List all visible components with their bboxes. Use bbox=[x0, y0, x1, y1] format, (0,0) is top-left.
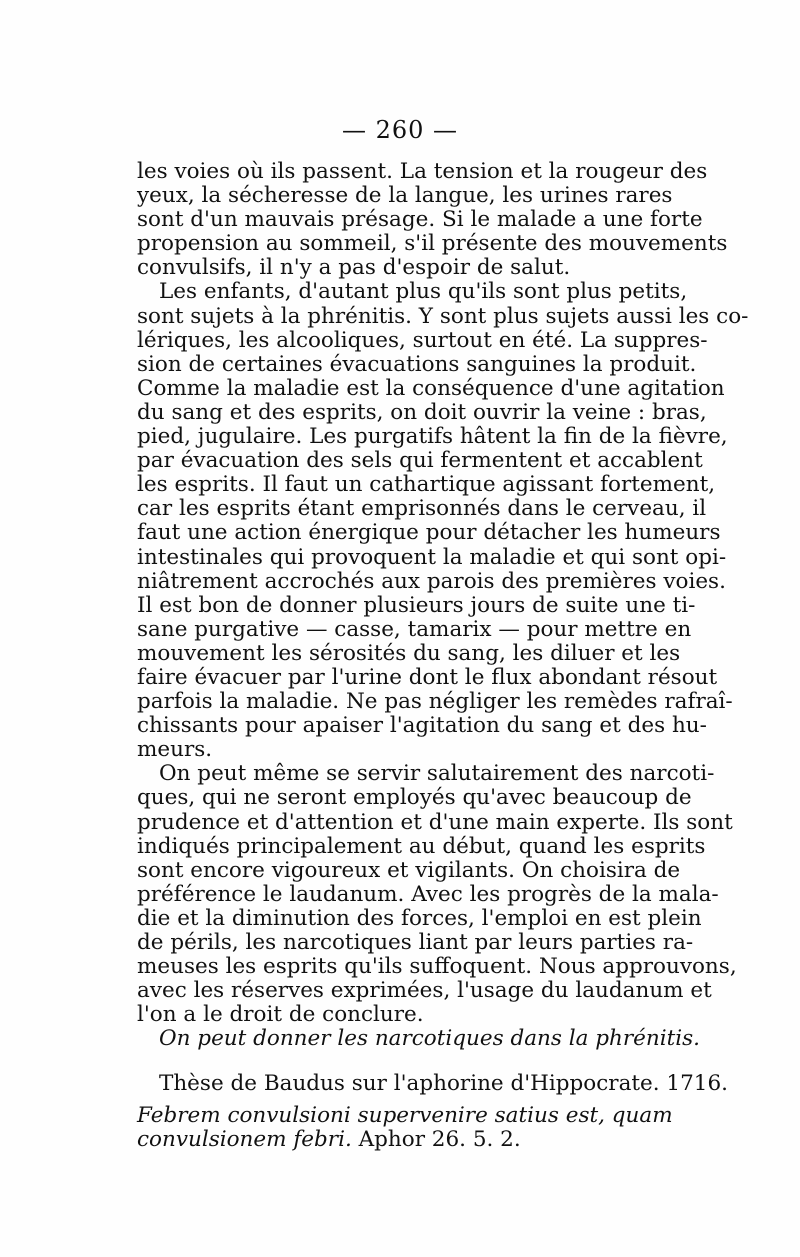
text-line: faire évacuer par l'urine dont le flux abondant résout bbox=[137, 664, 718, 690]
text-line: les voies où ils passent. La tension et la rougeur des bbox=[137, 159, 708, 184]
text-line: sont encore vigoureux et vigilants. On choisira de bbox=[137, 857, 681, 883]
quote-line bbox=[137, 1128, 669, 1152]
text-line: parfois la maladie. Ne pas négliger les remèdes rafraî- bbox=[137, 689, 733, 715]
aphorism-quote bbox=[137, 1103, 673, 1153]
text-line: faut une action énergique pour détacher les humeurs bbox=[137, 520, 721, 546]
text-line: sane purgative — casse, tamarix — pour mettre en bbox=[137, 616, 692, 642]
text-line: On peut même se servir salutairement des narcoti- bbox=[159, 761, 715, 787]
text-line: die et la diminution des forces, l'emploi en est plein bbox=[137, 905, 702, 931]
text-line: avec les réserves exprimées, l'usage du laudanum et bbox=[137, 978, 712, 1004]
text-line: mouvement les sérosités du sang, les diluer et les bbox=[137, 640, 681, 666]
text-line: de périls, les narcotiques liant par leurs parties ra- bbox=[137, 930, 694, 955]
body-text bbox=[137, 159, 749, 1052]
text-line: Il est bon de donner plusieurs jours de suite une ti- bbox=[137, 592, 696, 618]
text-line: niâtrement accrochés aux parois des premières voies. bbox=[137, 568, 726, 594]
text-line: convulsifs, il n'y a pas d'espoir de salut. bbox=[137, 255, 571, 281]
text-line: du sang et des esprits, on doit ouvrir la veine : bras, bbox=[137, 399, 707, 425]
text-line: prudence et d'attention et d'une main experte. Ils sont bbox=[137, 809, 733, 835]
aphorism-reference: Aphor 26. 5. 2. bbox=[351, 1127, 521, 1153]
quote-line: Febrem convulsioni supervenire satius est, quam bbox=[137, 1103, 673, 1128]
quote-italic: convulsionem febri. bbox=[137, 1127, 352, 1153]
text-line: préférence le laudanum. Avec les progrès de la mala- bbox=[137, 881, 719, 907]
text-line: car les esprits étant emprisonnés dans le cerveau, il bbox=[137, 496, 707, 522]
page-number: — 260 — bbox=[341, 116, 459, 144]
text-line: meurs. bbox=[137, 737, 213, 763]
text-line: pied, jugulaire. Les purgatifs hâtent la fin de la fièvre, bbox=[137, 424, 728, 450]
text-line: par évacuation des sels qui fermentent et accablent bbox=[137, 448, 703, 474]
text-line: meuses les esprits qu'ils suffoquent. Nous approuvons, bbox=[137, 954, 737, 980]
text-line: Les enfants, d'autant plus qu'ils sont plus petits, bbox=[159, 279, 688, 305]
text-line: sont d'un mauvais présage. Si le malade a une forte bbox=[137, 207, 703, 233]
text-line: yeux, la sécheresse de la langue, les urines rares bbox=[137, 183, 673, 209]
text-line: lériques, les alcooliques, surtout en été. La suppres- bbox=[137, 327, 708, 353]
these-citation: Thèse de Baudus sur l'aphorine d'Hippocrate. 1716. bbox=[159, 1071, 728, 1096]
text-line: intestinales qui provoquent la maladie et qui sont opi- bbox=[137, 544, 727, 570]
text-line: ques, qui ne seront employés qu'avec beaucoup de bbox=[137, 785, 692, 811]
text-line: indiqués principalement au début, quand les esprits bbox=[137, 833, 706, 859]
text-line: Comme la maladie est la conséquence d'une agitation bbox=[137, 375, 725, 401]
text-line: l'on a le droit de conclure. bbox=[137, 1002, 424, 1028]
text-line: sont sujets à la phrénitis. Y sont plus sujets aussi les co- bbox=[137, 303, 749, 329]
text-line: chissants pour apaiser l'agitation du sang et des hu- bbox=[137, 713, 707, 739]
text-line: sion de certaines évacuations sanguines la produit. bbox=[137, 351, 697, 377]
text-line: les esprits. Il faut un cathartique agissant fortement, bbox=[137, 472, 716, 498]
text-line: propension au sommeil, s'il présente des mouvements bbox=[137, 231, 728, 257]
conclusion-line: On peut donner les narcotiques dans la phrénitis. bbox=[159, 1026, 701, 1052]
